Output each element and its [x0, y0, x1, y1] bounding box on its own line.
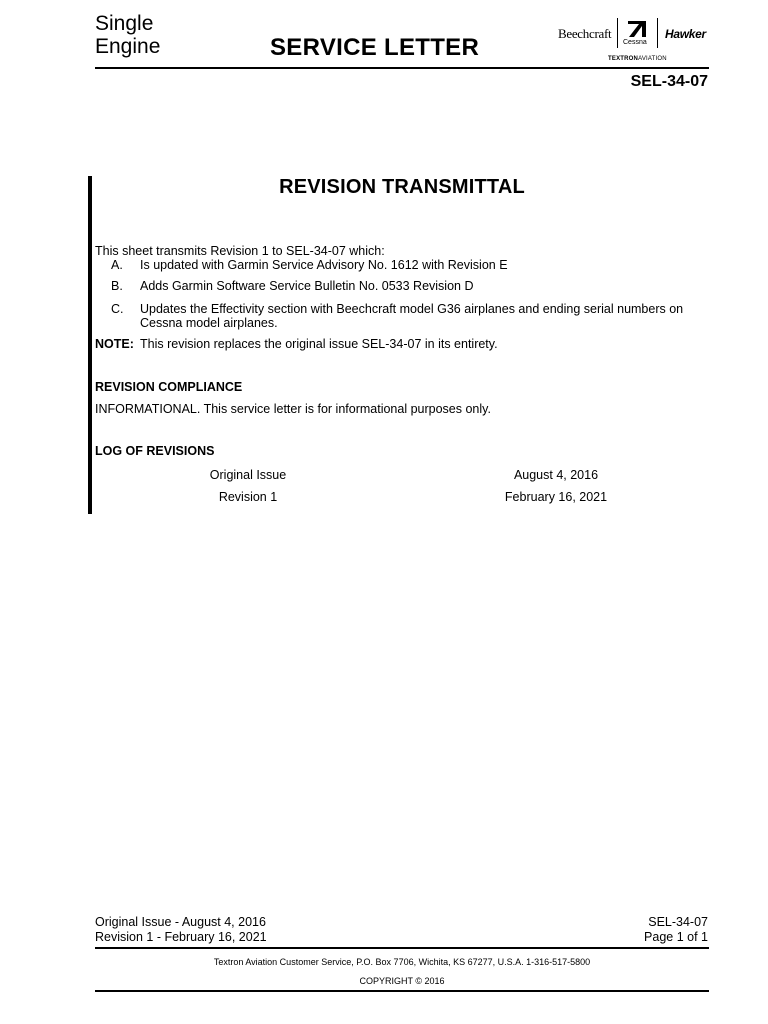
category-line1: Single — [95, 12, 154, 35]
category-line2: Engine — [95, 35, 161, 58]
footer-issue-line: Original Issue - August 4, 2016 — [95, 915, 266, 929]
revision-change-bar — [88, 176, 92, 514]
log-revision-name: Revision 1 — [218, 490, 278, 504]
logo-divider — [617, 18, 618, 48]
footer-copyright: COPYRIGHT © 2016 — [359, 976, 445, 986]
note-label: NOTE: — [95, 337, 134, 351]
header-category — [95, 12, 160, 58]
document-type-title: SERVICE LETTER — [270, 34, 480, 61]
header-doc-number: SEL-34-07 — [630, 73, 708, 90]
hawker-logo: Hawker — [665, 27, 706, 41]
item-text: Is updated with Garmin Service Advisory No. 1612 with Revision E — [140, 258, 508, 272]
revision-transmittal-title: REVISION TRANSMITTAL — [279, 176, 525, 198]
footer-address: Textron Aviation Customer Service, P.O. Box 7706, Wichita, KS 67277, U.S.A. 1-316-517-5800 — [213, 957, 591, 967]
footer-doc-number: SEL-34-07 — [648, 915, 708, 929]
item-letter: B. — [111, 279, 123, 293]
compliance-heading: REVISION COMPLIANCE — [95, 380, 243, 394]
note — [95, 337, 134, 351]
item-letter: A. — [111, 258, 123, 272]
log-revision-date: February 16, 2021 — [504, 490, 608, 504]
item-letter: C. — [111, 302, 124, 316]
footer-rule-bottom — [95, 990, 709, 992]
compliance-text: INFORMATIONAL. This service letter is for informational purposes only. — [95, 402, 491, 416]
cessna-mark-icon — [626, 20, 648, 38]
brand-logos — [556, 18, 712, 66]
item-text: Updates the Effectivity section with Beechcraft model G36 airplanes and ending serial numbers on Cessna model airplanes. — [140, 302, 684, 330]
intro-text: This sheet transmits Revision 1 to SEL-34-07 which: — [95, 244, 385, 258]
beechcraft-logo: Beechcraft — [558, 26, 612, 41]
note-text: This revision replaces the original issue SEL-34-07 in its entirety. — [140, 337, 498, 351]
item-text: Adds Garmin Software Service Bulletin No. 0533 Revision D — [140, 279, 474, 293]
textron-aviation-logo — [608, 56, 667, 62]
logo-divider — [657, 18, 658, 48]
textron-light: AVIATION — [638, 56, 667, 62]
log-revision-date: August 4, 2016 — [513, 468, 599, 482]
cessna-logo: Cessna — [623, 39, 647, 46]
footer-rule-top — [95, 947, 709, 949]
footer-revision-line: Revision 1 - February 16, 2021 — [95, 930, 267, 944]
log-heading: LOG OF REVISIONS — [95, 444, 215, 458]
textron-bold: TEXTRON — [608, 56, 639, 62]
header-rule — [95, 67, 709, 69]
log-revision-name: Original Issue — [209, 468, 287, 482]
footer-page-number: Page 1 of 1 — [644, 930, 708, 944]
